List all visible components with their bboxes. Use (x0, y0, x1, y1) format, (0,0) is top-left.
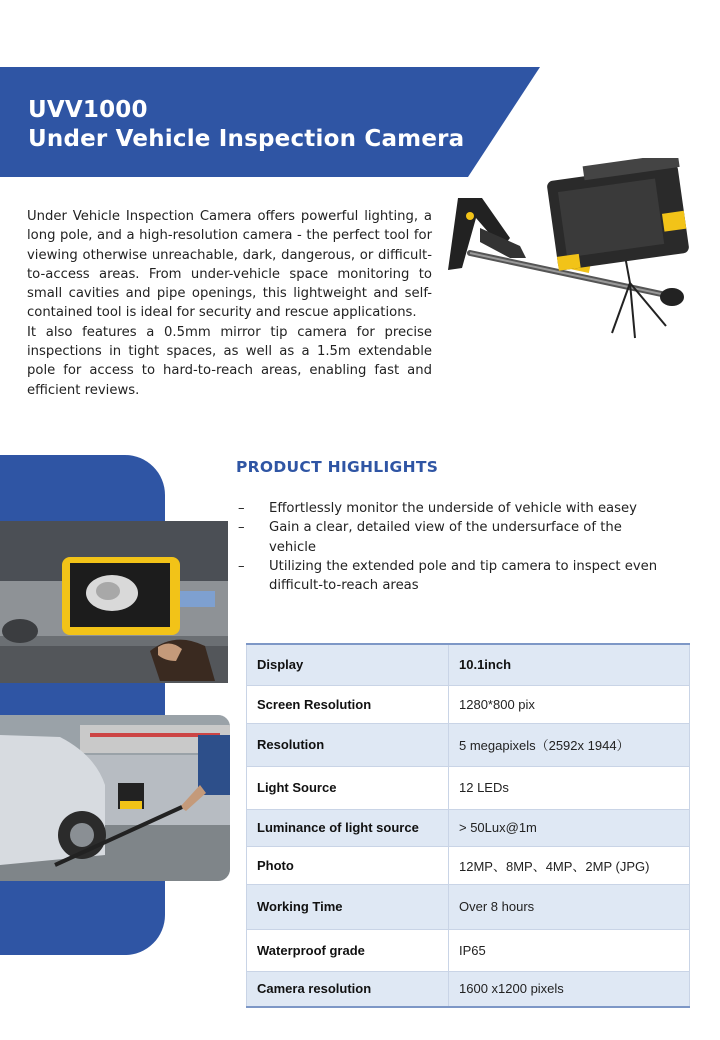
intro-paragraph-2: It also features a 0.5mm mirror tip camera for precise inspections in tight spaces, as well as a 1.5m extendable pole for access to hard-to-reach areas, enabling fast and efficient reviews. (27, 324, 432, 398)
highlight-item: – Effortlessly monitor the underside of vehicle with easey (238, 499, 668, 518)
table-row (247, 846, 690, 884)
spec-label: Screen Resolution (247, 685, 449, 723)
intro-paragraph-1: Under Vehicle Inspection Camera offers powerful lighting, a long pole, and a high-resolution camera - the perfect tool for viewing otherwise unreachable, dark, dangerous, or difficult-to-access areas. From under-vehicle space monitoring to small cavities and pipe openings, this lightweight and self-contained tool is ideal for security and rescue applications. (27, 209, 432, 321)
model-name: UVV1000 (28, 97, 148, 123)
product-name: Under Vehicle Inspection Camera (28, 126, 465, 152)
spec-value: Over 8 hours (449, 884, 690, 929)
spec-label: Camera resolution (247, 971, 449, 1007)
photo-monitor-at-car (0, 521, 228, 683)
table-row (247, 685, 690, 723)
table-row (247, 723, 690, 766)
table-row (247, 644, 690, 685)
spec-label: Resolution (247, 723, 449, 766)
spec-value: 1280*800 pix (449, 685, 690, 723)
table-row (247, 929, 690, 971)
spec-label: Display (247, 644, 449, 685)
highlights-title: PRODUCT HIGHLIGHTS (236, 458, 439, 476)
spec-value: 10.1inch (449, 644, 690, 685)
spec-value: 1600 x1200 pixels (449, 971, 690, 1007)
photo-inspection-under-car (0, 715, 230, 881)
spec-value: IP65 (449, 929, 690, 971)
spec-value: > 50Lux@1m (449, 809, 690, 846)
spec-value: 12MP、8MP、4MP、2MP (JPG) (449, 846, 690, 884)
spec-label: Waterproof grade (247, 929, 449, 971)
table-row (247, 971, 690, 1007)
spec-label: Photo (247, 846, 449, 884)
spec-label: Light Source (247, 766, 449, 809)
highlight-item: – Utilizing the extended pole and tip camera to inspect even difficult-to-reach areas (238, 557, 668, 596)
highlights-list (238, 499, 668, 595)
spec-value: 5 megapixels（2592x 1944） (449, 723, 690, 766)
spec-label: Luminance of light source (247, 809, 449, 846)
page-title (28, 96, 464, 154)
table-row (247, 809, 690, 846)
intro-text (27, 207, 432, 400)
spec-value: 12 LEDs (449, 766, 690, 809)
spec-label: Working Time (247, 884, 449, 929)
spec-table (246, 643, 690, 1008)
product-image (440, 158, 692, 340)
table-row (247, 884, 690, 929)
table-row (247, 766, 690, 809)
highlight-item: – Gain a clear, detailed view of the undersurface of the vehicle (238, 518, 668, 557)
